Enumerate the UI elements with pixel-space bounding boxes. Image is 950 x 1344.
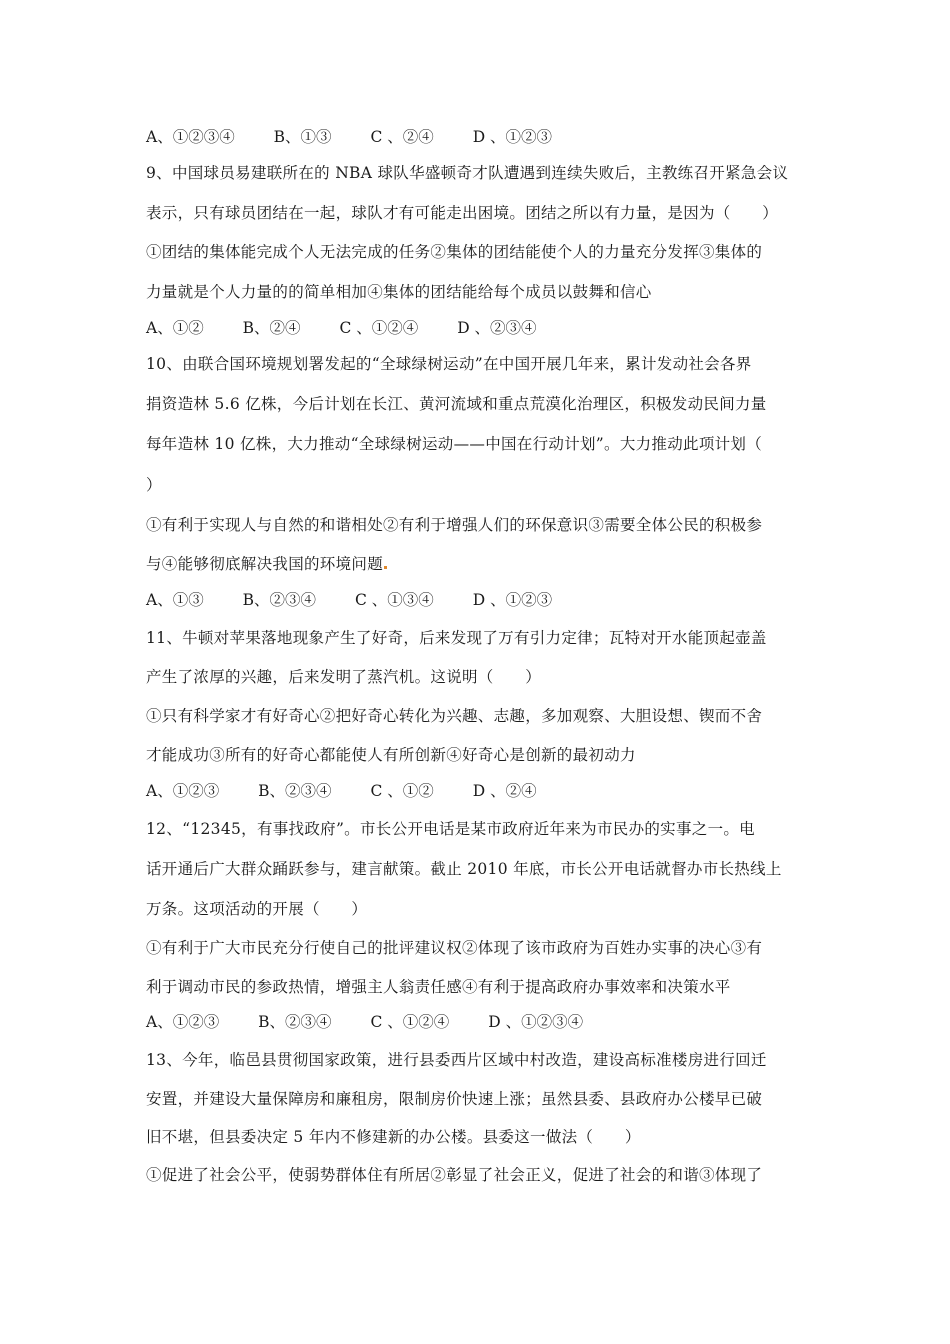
q11-stem-line-2: 产生了浓厚的兴趣，后来发明了蒸汽机。这说明（ ） [146,668,542,686]
q10-stem-line-2: 捐资造林 5.6 亿株，今后计划在长江、黄河流域和重点荒漠化治理区，积极发动民间力量 [146,395,767,413]
q13-statements-line-1: ①促进了社会公平，使弱势群体住有所居②彰显了社会正义，促进了社会的和谐③体现了 [146,1166,763,1184]
q11-option-c: C 、①② [370,782,434,800]
q11-stem-line-1: 11、牛顿对苹果落地现象产生了好奇，后来发现了万有引力定律；瓦特对开水能顶起壶盖 [146,629,767,647]
q11-option-a: A、①②③ [146,782,220,800]
q12-option-a: A、①②③ [146,1013,220,1031]
q11-option-d: D 、②④ [472,782,537,800]
q10-option-d: D 、①②③ [472,591,553,609]
q12-statements-line-2: 利于调动市民的参政热情，增强主人翁责任感④有利于提高政府办事效率和决策水平 [146,978,731,996]
q10-statements-line-2-text: 与④能够彻底解决我国的环境问题 [146,555,384,573]
q12-statements-line-1: ①有利于广大市民充分行使自己的批评建议权②体现了该市政府为百姓办实事的决心③有 [146,939,763,957]
q8-option-b: B、①③ [273,128,332,146]
q12-stem-line-2: 话开通后广大群众踊跃参与，建言献策。截止 2010 年底，市长公开电话就督办市长热线上 [146,860,782,878]
q13-stem-line-2: 安置，并建设大量保障房和廉租房，限制房价快速上涨；虽然县委、县政府办公楼早已破 [146,1090,763,1108]
q9-option-c: C 、①②④ [339,319,419,337]
q13-stem-line-1: 13、今年，临邑县贯彻国家政策，进行县委西片区域中村改造，建设高标准楼房进行回迁 [146,1051,767,1069]
q9-option-d: D 、②③④ [457,319,537,337]
q13-stem-line-3: 旧不堪，但县委决定 5 年内不修建新的办公楼。县委这一做法（ ） [146,1128,641,1146]
q10-stem-line-4: ） [146,476,162,494]
q12-option-b: B、②③④ [258,1013,332,1031]
q9-statements-line-1: ①团结的集体能完成个人无法完成的任务②集体的团结能使个人的力量充分发挥③集体的 [146,243,763,261]
q11-statements-line-1: ①只有科学家才有好奇心②把好奇心转化为兴趣、志趣，多加观察、大胆设想、锲而不舍 [146,707,763,725]
q10-option-c: C 、①③④ [354,591,434,609]
q8-option-a: A、①②③④ [146,128,235,146]
q12-option-c: C 、①②④ [370,1013,450,1031]
q10-stem-line-1: 10、由联合国环境规划署发起的“全球绿树运动”在中国开展几年来，累计发动社会各界 [146,355,752,373]
q10-statements-line-2 [146,554,387,574]
q11-statements-line-2: 才能成功③所有的好奇心都能使人有所创新④好奇心是创新的最初动力 [146,746,636,764]
q9-stem-line-2: 表示，只有球员团结在一起，球队才有可能走出困境。团结之所以有力量，是因为（ ） [146,204,779,222]
q8-options [146,127,552,147]
q10-statements-line-1: ①有利于实现人与自然的和谐相处②有利于增强人们的环保意识③需要全体公民的积极参 [146,516,763,534]
q9-options [146,318,537,338]
q11-options [146,781,537,801]
q12-option-d: D 、①②③④ [488,1013,584,1031]
q11-option-b: B、②③④ [258,782,332,800]
q12-stem-line-3: 万条。这项活动的开展（ ） [146,900,368,918]
orange-dot-mark [384,566,387,569]
q10-option-a: A、①③ [146,591,204,609]
q10-options [146,590,552,610]
q8-option-c: C 、②④ [370,128,434,146]
q8-option-d: D 、①②③ [472,128,553,146]
q9-stem-line-1: 9、中国球员易建联所在的 NBA 球队华盛顿奇才队遭遇到连续失败后，主教练召开紧急会议 [146,164,789,182]
q9-option-b: B、②④ [242,319,301,337]
q10-option-b: B、②③④ [242,591,317,609]
q12-stem-line-1: 12、“12345，有事找政府”。市长公开电话是某市政府近年来为市民办的实事之一。电 [146,820,755,838]
q9-statements-line-2: 力量就是个人力量的的简单相加④集体的团结能给每个成员以鼓舞和信心 [146,283,652,301]
q12-options [146,1012,583,1032]
q9-option-a: A、①② [146,319,204,337]
q10-stem-line-3: 每年造林 10 亿株，大力推动“全球绿树运动——中国在行动计划”。大力推动此项计划（ [146,435,763,453]
